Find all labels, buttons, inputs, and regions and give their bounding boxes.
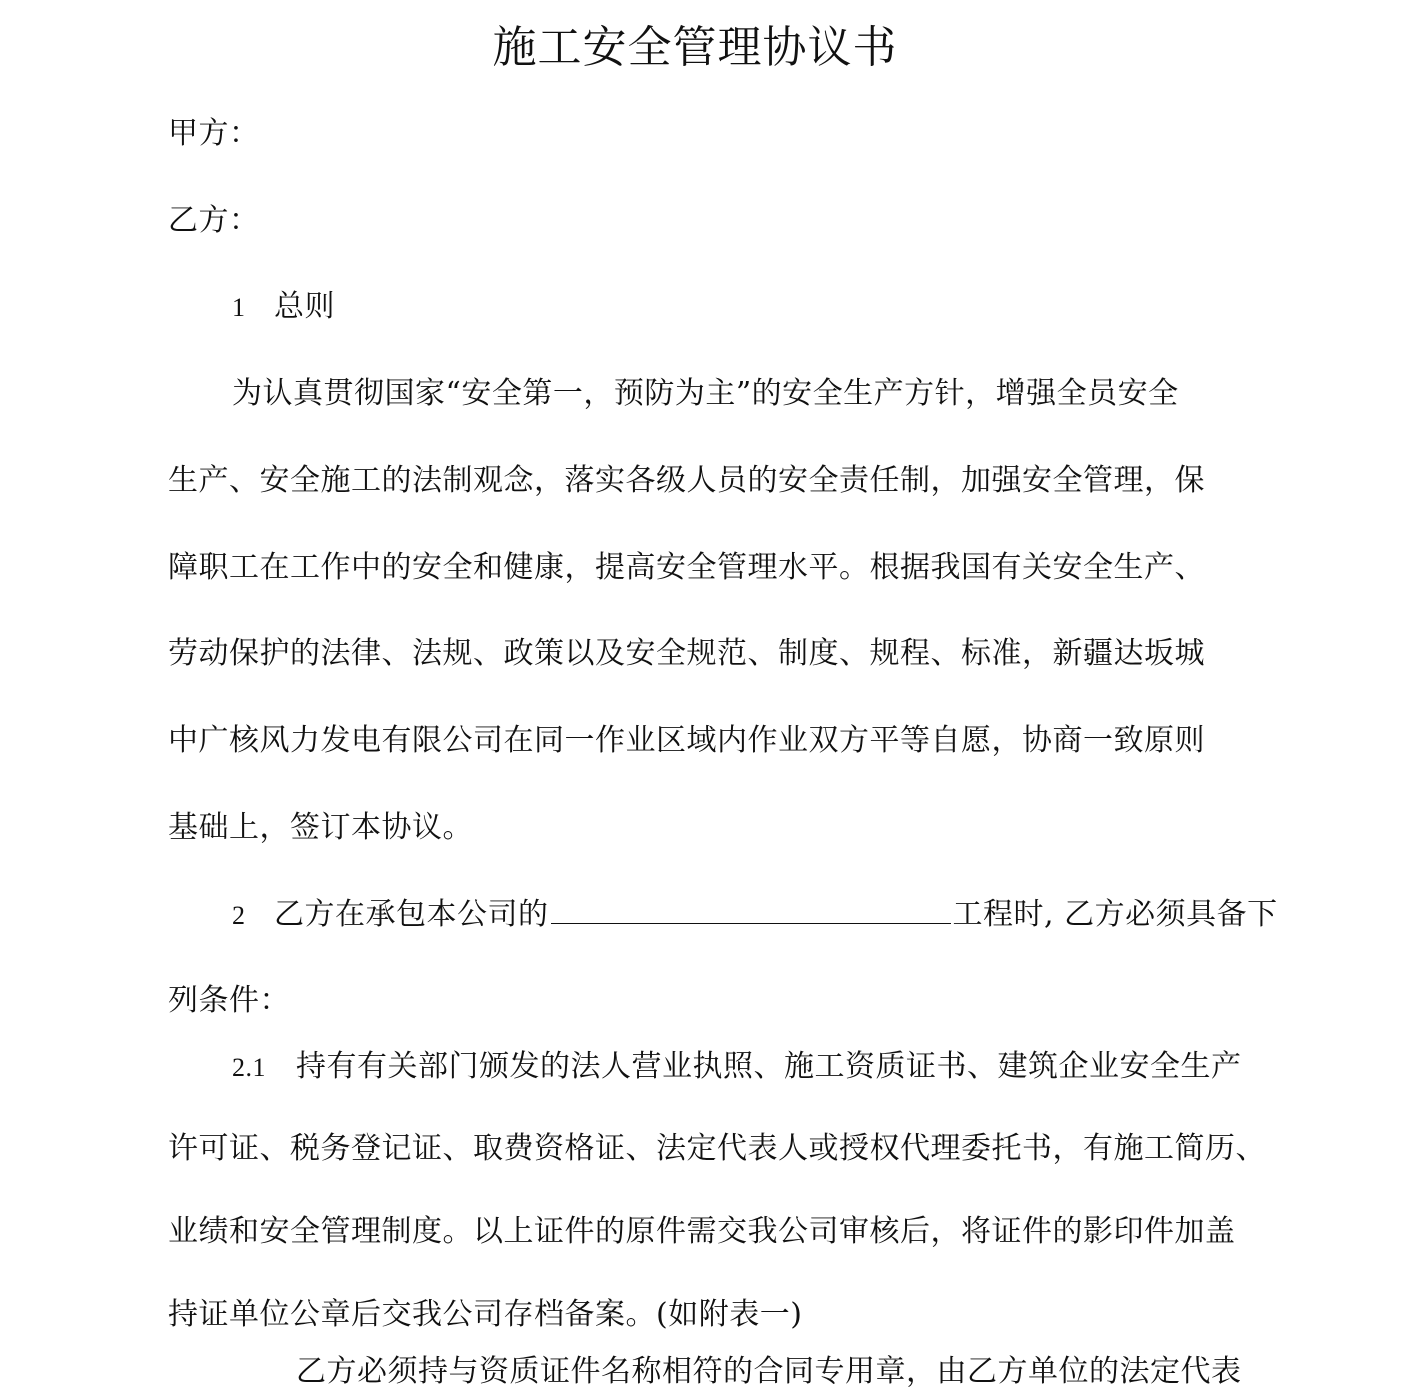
- party-b-label: 乙方：: [168, 203, 260, 238]
- paragraph-line: 许可证、税务登记证、取费资格证、法定代表人或授权代理委托书，有施工简历、: [168, 1131, 1266, 1166]
- section-2-text-after: 工程时, 乙方必须具备下: [952, 897, 1278, 932]
- section-2-text-before: 乙方在承包本公司的: [274, 897, 549, 932]
- paragraph-line: 持证单位公章后交我公司存档备案。(如附表一): [168, 1297, 803, 1332]
- section-1-title: 总则: [274, 289, 335, 324]
- paragraph-line: 业绩和安全管理制度。以上证件的原件需交我公司审核后，将证件的影印件加盖: [168, 1214, 1236, 1249]
- party-a-label: 甲方：: [168, 116, 260, 151]
- section-2-continuation: 列条件：: [168, 983, 290, 1018]
- paragraph-line: 生产、安全施工的法制观念，落实各级人员的安全责任制，加强安全管理，保: [168, 463, 1205, 498]
- project-name-blank: [551, 893, 951, 924]
- paragraph-line: 持有有关部门颁发的法人营业执照、施工资质证书、建筑企业安全生产: [296, 1049, 1242, 1084]
- section-1-number: 1: [232, 293, 246, 322]
- section-2-1-line: [232, 1045, 1362, 1090]
- section-2-line: [232, 893, 1362, 938]
- paragraph-line: 中广核风力发电有限公司在同一作业区域内作业双方平等自愿，协商一致原则: [168, 723, 1205, 758]
- document-title: 施工安全管理协议书: [492, 22, 898, 73]
- section-2-number: 2: [232, 901, 246, 930]
- cut-off-line-container: [0, 1354, 1390, 1390]
- section-1-heading: [232, 285, 1362, 330]
- paragraph-line: 基础上，签订本协议。: [168, 810, 473, 845]
- section-2-1-number: 2.1: [232, 1053, 266, 1082]
- paragraph-line: 劳动保护的法律、法规、政策以及安全规范、制度、规程、标准，新疆达坂城: [168, 636, 1205, 671]
- cut-off-line: 乙方必须持与资质证件名称相符的合同专用章，由乙方单位的法定代表: [296, 1354, 1242, 1389]
- paragraph-line: 障职工在工作中的安全和健康，提高安全管理水平。根据我国有关安全生产、: [168, 550, 1205, 585]
- paragraph-line: 为认真贯彻国家“安全第一，预防为主”的安全生产方针，增强全员安全: [232, 376, 1179, 411]
